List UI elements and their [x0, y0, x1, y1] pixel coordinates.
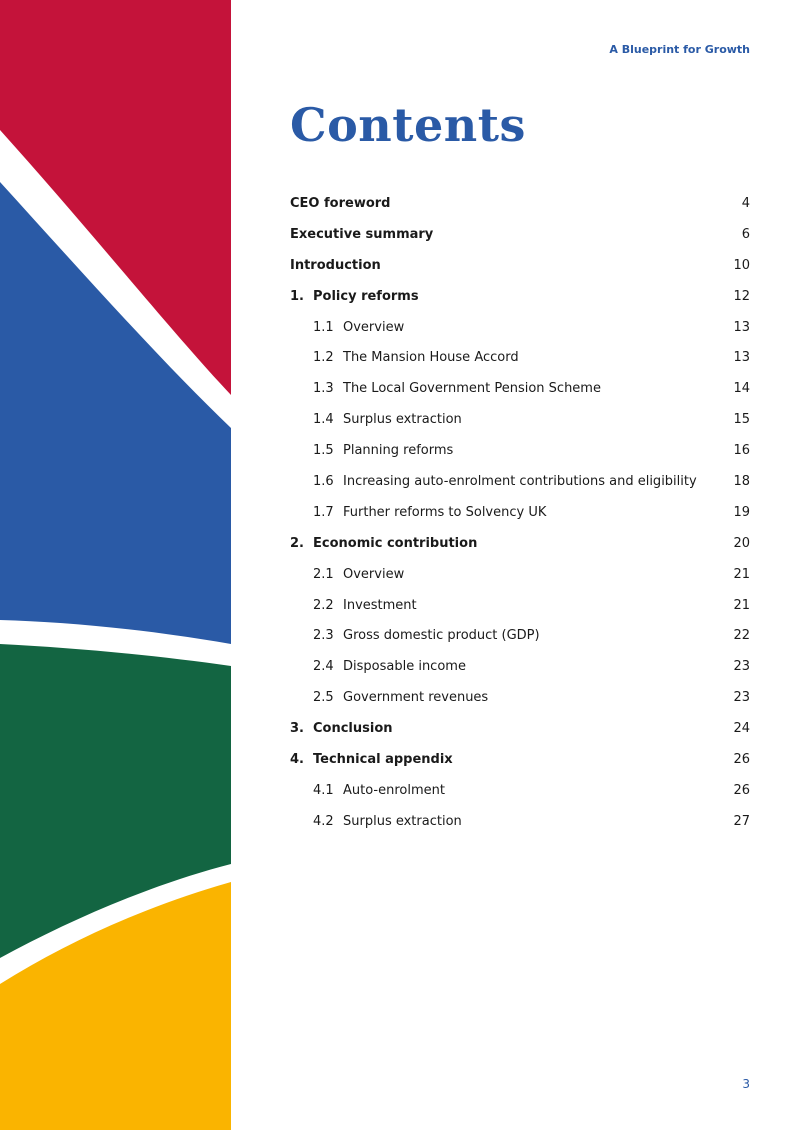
- toc-entry-number: 2.4: [313, 659, 334, 675]
- toc-entry-page: 10: [733, 257, 750, 273]
- toc-entry-label: CEO foreword: [290, 195, 391, 211]
- toc-entry-heading: [313, 783, 445, 798]
- toc-entry-label: Surplus extraction: [343, 412, 462, 428]
- toc-entry-number: 1.2: [313, 350, 334, 366]
- toc-entry-number: 1.1: [313, 319, 334, 335]
- toc-entry-heading: [313, 505, 546, 520]
- toc-entry-heading: [313, 320, 404, 335]
- toc-entry[interactable]: [290, 404, 750, 435]
- toc-entry-number: 2.1: [313, 566, 334, 582]
- toc-entry[interactable]: [290, 312, 750, 343]
- toc-entry-page: 12: [733, 288, 750, 304]
- toc-entry-page: 21: [733, 566, 750, 582]
- toc-entry[interactable]: [290, 188, 750, 219]
- toc-entry[interactable]: [290, 342, 750, 373]
- toc-entry-number: 1.: [290, 288, 304, 304]
- toc-entry-number: 2.5: [313, 690, 334, 706]
- page-title: Contents: [290, 98, 526, 152]
- toc-entry-label: Economic contribution: [313, 535, 478, 551]
- toc-entry-number: 2.: [290, 535, 304, 551]
- toc-entry-heading: [313, 598, 417, 613]
- toc-entry-number: 1.5: [313, 443, 334, 459]
- toc-entry-page: 4: [741, 195, 750, 211]
- toc-entry-heading: [313, 350, 519, 365]
- toc-entry-label: Surplus extraction: [343, 813, 462, 829]
- toc-entry-number: 2.2: [313, 597, 334, 613]
- toc-entry[interactable]: [290, 806, 750, 837]
- toc-entry[interactable]: [290, 373, 750, 404]
- toc-entry-heading: [313, 381, 601, 396]
- toc-entry-page: 27: [733, 813, 750, 829]
- toc-entry-heading: [313, 628, 540, 643]
- toc-entry-label: Government revenues: [343, 690, 489, 706]
- page-number: 3: [742, 1077, 750, 1091]
- toc-entry-label: Introduction: [290, 257, 381, 273]
- toc-entry-label: Further reforms to Solvency UK: [343, 504, 547, 520]
- toc-entry-page: 23: [733, 659, 750, 675]
- toc-entry[interactable]: [290, 590, 750, 621]
- toc-entry-label: Increasing auto-enrolment contributions and eligibility: [343, 473, 697, 489]
- toc-entry-page: 15: [733, 412, 750, 428]
- toc-entry-label: Planning reforms: [343, 443, 454, 459]
- toc-entry-label: Executive summary: [290, 226, 434, 242]
- toc-entry-number: 1.7: [313, 504, 334, 520]
- toc-entry[interactable]: [290, 559, 750, 590]
- toc-entry-number: 4.1: [313, 782, 334, 798]
- toc-entry[interactable]: [290, 775, 750, 806]
- toc-entry[interactable]: [290, 713, 750, 744]
- toc-entry-heading: [313, 567, 404, 582]
- toc-entry-heading: [290, 258, 381, 273]
- document-header-title: A Blueprint for Growth: [609, 43, 750, 56]
- toc-entry-page: 20: [733, 535, 750, 551]
- toc-entry-label: Overview: [343, 319, 405, 335]
- toc-entry-page: 22: [733, 628, 750, 644]
- toc-entry-heading: [290, 289, 419, 304]
- toc-entry-page: 14: [733, 381, 750, 397]
- toc-entry-page: 24: [733, 721, 750, 737]
- toc-entry-page: 18: [733, 473, 750, 489]
- toc-entry-heading: [290, 536, 477, 551]
- toc-entry[interactable]: [290, 651, 750, 682]
- toc-entry-page: 19: [733, 504, 750, 520]
- toc-entry-heading: [313, 474, 697, 489]
- toc-entry-label: Disposable income: [343, 659, 466, 675]
- toc-entry-page: 26: [733, 751, 750, 767]
- toc-entry[interactable]: [290, 435, 750, 466]
- toc-entry[interactable]: [290, 620, 750, 651]
- toc-entry-label: Investment: [343, 597, 417, 613]
- toc-entry[interactable]: [290, 528, 750, 559]
- toc-entry-page: 6: [741, 226, 750, 242]
- toc-entry-label: The Mansion House Accord: [343, 350, 519, 366]
- toc-entry-number: 1.4: [313, 412, 334, 428]
- toc-entry-heading: [290, 721, 393, 736]
- toc-entry-label: Overview: [343, 566, 405, 582]
- decorative-color-bands: [0, 0, 231, 1130]
- toc-entry-page: 21: [733, 597, 750, 613]
- toc-entry-page: 16: [733, 443, 750, 459]
- toc-entry-label: Policy reforms: [313, 288, 419, 304]
- toc-entry-heading: [313, 412, 462, 427]
- toc-entry[interactable]: [290, 281, 750, 312]
- toc-entry-label: Conclusion: [313, 721, 393, 737]
- toc-entry-heading: [313, 690, 488, 705]
- toc-entry-heading: [290, 752, 453, 767]
- toc-entry-heading: [290, 196, 390, 211]
- toc-entry-label: The Local Government Pension Scheme: [343, 381, 601, 397]
- table-of-contents: [290, 188, 750, 837]
- toc-entry[interactable]: [290, 219, 750, 250]
- toc-entry[interactable]: [290, 744, 750, 775]
- toc-entry-heading: [313, 814, 462, 829]
- toc-entry-label: Auto-enrolment: [343, 782, 445, 798]
- toc-entry[interactable]: [290, 250, 750, 281]
- toc-entry-heading: [290, 227, 433, 242]
- toc-entry-page: 13: [733, 350, 750, 366]
- toc-entry-page: 26: [733, 782, 750, 798]
- toc-entry[interactable]: [290, 682, 750, 713]
- toc-entry[interactable]: [290, 497, 750, 528]
- toc-entry-page: 13: [733, 319, 750, 335]
- toc-entry-label: Technical appendix: [313, 751, 453, 767]
- toc-entry-number: 1.6: [313, 473, 334, 489]
- toc-entry-number: 1.3: [313, 381, 334, 397]
- toc-entry-number: 2.3: [313, 628, 334, 644]
- toc-entry-number: 3.: [290, 721, 304, 737]
- toc-entry-number: 4.: [290, 751, 304, 767]
- toc-entry-label: Gross domestic product (GDP): [343, 628, 540, 644]
- toc-entry-number: 4.2: [313, 813, 334, 829]
- toc-entry-heading: [313, 443, 453, 458]
- toc-entry-heading: [313, 659, 466, 674]
- toc-entry[interactable]: [290, 466, 750, 497]
- toc-entry-page: 23: [733, 690, 750, 706]
